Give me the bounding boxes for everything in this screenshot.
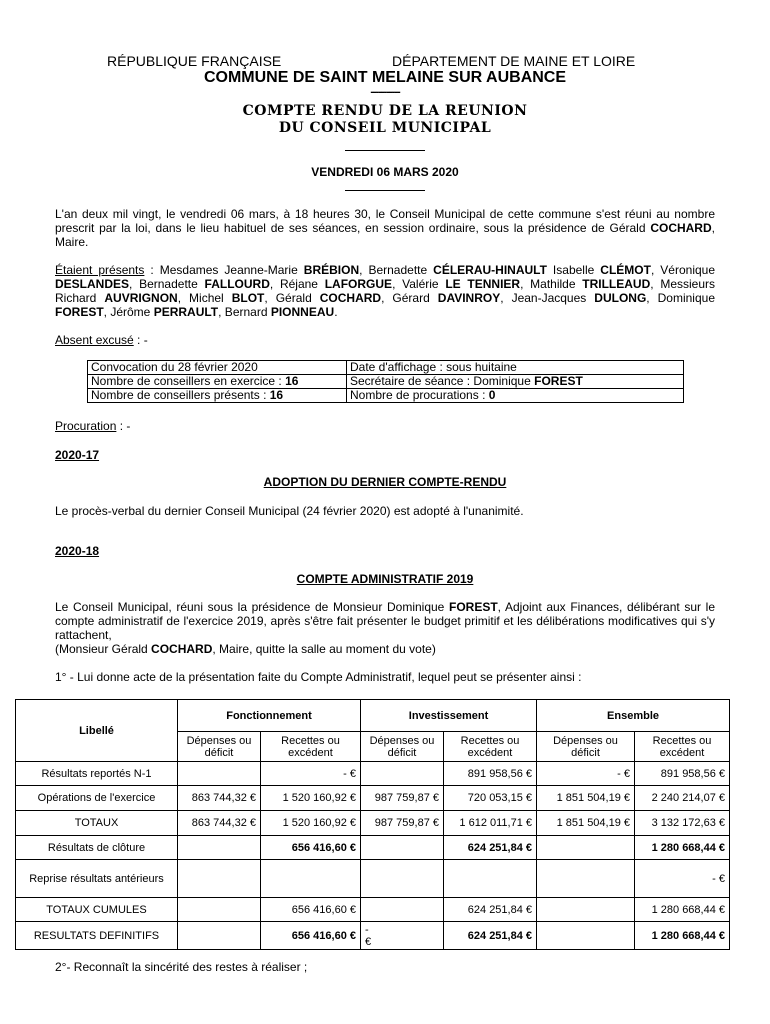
amount-cell: 624 251,84 € xyxy=(444,836,537,860)
presents-text: , Jérôme xyxy=(103,305,154,319)
table-row xyxy=(88,389,684,403)
presents-text: , Dominique xyxy=(646,291,715,305)
amount-cell: 863 744,32 € xyxy=(178,811,261,836)
amount-cell: 1 520 160,92 € xyxy=(261,786,361,811)
amount-cell xyxy=(261,860,361,898)
divider-line xyxy=(345,190,425,191)
table-row xyxy=(16,898,730,922)
amount-cell: 1 612 011,71 € xyxy=(444,811,537,836)
convocation-table xyxy=(87,360,684,403)
divider-line xyxy=(345,150,425,151)
absent-value: : - xyxy=(133,333,148,347)
paragraph-text: , Adjoint aux Finances, délibérant sur le compte administratif de l'exercice 2019, après s'être fait présenter le budget primitif et les délibérations modificatives qui s'y rattachent, xyxy=(55,600,715,642)
amount-cell xyxy=(537,836,635,860)
document-title xyxy=(0,103,770,137)
header-ensemble: Ensemble xyxy=(537,700,730,732)
cell-label: Secrétaire de séance : Dominique xyxy=(350,374,535,388)
conseillers-presents-cell xyxy=(88,389,347,403)
presents-text: , Véronique xyxy=(650,263,716,277)
amount-cell: 987 759,87 € xyxy=(361,786,444,811)
cell-value: 0 xyxy=(488,388,496,402)
table-header-row xyxy=(16,700,730,732)
presents-text: , Bernadette xyxy=(129,277,205,291)
conseillers-exercice-cell xyxy=(88,375,347,389)
presents-paragraph xyxy=(55,263,715,319)
table-row xyxy=(16,762,730,786)
procurations-cell xyxy=(347,389,684,403)
amount-cell xyxy=(444,860,537,898)
mayor-name: COCHARD xyxy=(151,642,213,656)
amount-cell xyxy=(178,898,261,922)
deliberation-text: Le procès-verbal du dernier Conseil Municipal (24 février 2020) est adopté à l'unanimité. xyxy=(55,504,524,518)
member-name: CÉLERAU-HINAULT xyxy=(433,263,547,277)
amount-cell xyxy=(361,836,444,860)
member-name: DAVINROY xyxy=(437,291,501,305)
row-label: Reprise résultats antérieurs xyxy=(16,860,178,898)
deliberation-title: COMPTE ADMINISTRATIF 2019 xyxy=(296,572,474,586)
paragraph-text: , Maire, quitte la salle au moment du vote) xyxy=(212,642,436,656)
amount-cell xyxy=(537,922,635,950)
presents-sep: : xyxy=(144,263,160,277)
row-label: Résultats reportés N-1 xyxy=(16,762,178,786)
presents-text: , Bernadette xyxy=(359,263,434,277)
amount-cell: 891 958,56 € xyxy=(635,762,730,786)
member-name: FALLOURD xyxy=(204,277,270,291)
subheader-recettes: Recettes ou excédent xyxy=(635,732,730,762)
header-departement: DÉPARTEMENT DE MAINE ET LOIRE xyxy=(392,53,636,69)
member-name: DULONG xyxy=(594,291,647,305)
amount-cell xyxy=(537,898,635,922)
amount-cell: 891 958,56 € xyxy=(444,762,537,786)
member-name: BRÉBION xyxy=(303,263,360,277)
amount-cell: 1 280 668,44 € xyxy=(635,836,730,860)
table-row xyxy=(16,836,730,860)
member-name: AUVRIGNON xyxy=(104,291,178,305)
amount-cell: - € xyxy=(361,922,444,950)
member-name: COCHARD xyxy=(319,291,382,305)
amount-cell xyxy=(178,762,261,786)
presents-text: , Gérald xyxy=(264,291,320,305)
amount-cell xyxy=(178,836,261,860)
secretaire-cell xyxy=(347,375,684,389)
amount-cell: 624 251,84 € xyxy=(444,898,537,922)
convocation-cell: Convocation du 28 février 2020 xyxy=(88,361,347,375)
amount-cell: 1 280 668,44 € xyxy=(635,898,730,922)
amount-cell xyxy=(361,898,444,922)
presents-text: , Valérie xyxy=(392,277,446,291)
cell-label: Nombre de procurations : xyxy=(350,388,489,402)
presents-text: Mesdames Jeanne-Marie xyxy=(159,263,304,277)
amount-cell: - € xyxy=(261,762,361,786)
cell-value: 16 xyxy=(285,374,299,388)
cell-value: 16 xyxy=(269,388,284,402)
presents-text: , Jean-Jacques xyxy=(500,291,595,305)
table-row xyxy=(16,811,730,836)
presents-text: , Mathilde xyxy=(520,277,583,291)
presents-text: . xyxy=(334,305,338,319)
procuration-label: Procuration xyxy=(55,419,117,433)
header-fonctionnement: Fonctionnement xyxy=(178,700,361,732)
amount-cell: 656 416,60 € xyxy=(261,898,361,922)
table-row xyxy=(88,375,684,389)
member-name: LE TENNIER xyxy=(445,277,521,291)
amount-cell: 624 251,84 € xyxy=(444,922,537,950)
header-republique: RÉPUBLIQUE FRANÇAISE xyxy=(107,53,282,69)
row-label: TOTAUX xyxy=(16,811,178,836)
header-investissement: Investissement xyxy=(361,700,537,732)
deliberation-number: 2020-17 xyxy=(55,448,100,462)
paragraph-text: Le Conseil Municipal, réuni sous la présidence de Monsieur Dominique xyxy=(55,600,449,614)
presents-text: Isabelle xyxy=(546,263,601,277)
amount-cell: 1 520 160,92 € xyxy=(261,811,361,836)
compte-administratif-table xyxy=(15,699,730,950)
procuration-line xyxy=(55,419,715,433)
subheader-recettes: Recettes ou excédent xyxy=(261,732,361,762)
paragraph-text: (Monsieur Gérald xyxy=(55,642,152,656)
amount-cell xyxy=(537,860,635,898)
member-name: PIONNEAU xyxy=(270,305,335,319)
amount-cell: 3 132 172,63 € xyxy=(635,811,730,836)
mayor-name: COCHARD xyxy=(650,221,712,235)
presents-text: , Réjane xyxy=(269,277,325,291)
member-name: FOREST xyxy=(55,305,104,319)
amount-cell: 1 280 668,44 € xyxy=(635,922,730,950)
amount-cell xyxy=(178,922,261,950)
amount-cell: 656 416,60 € xyxy=(261,922,361,950)
table-row xyxy=(16,860,730,898)
header-dashes: ----------- xyxy=(370,86,400,98)
deliberation-text xyxy=(55,600,715,642)
amount-cell: 2 240 214,07 € xyxy=(635,786,730,811)
absent-line xyxy=(55,333,715,347)
amount-cell: 987 759,87 € xyxy=(361,811,444,836)
amount-cell xyxy=(361,860,444,898)
amount-cell xyxy=(178,860,261,898)
subheader-depenses: Dépenses ou déficit xyxy=(178,732,261,762)
amount-cell: 720 053,15 € xyxy=(444,786,537,811)
amount-cell: 1 851 504,19 € xyxy=(537,786,635,811)
document-title-line1: COMPTE RENDU DE LA REUNION xyxy=(242,103,528,119)
adjoint-name: FOREST xyxy=(449,600,498,614)
member-name: BLOT xyxy=(231,291,265,305)
meeting-date: VENDREDI 06 MARS 2020 xyxy=(311,165,459,179)
amount-cell: 863 744,32 € xyxy=(178,786,261,811)
amount-cell xyxy=(361,762,444,786)
amount-cell: 1 851 504,19 € xyxy=(537,811,635,836)
member-name: LAFORGUE xyxy=(324,277,393,291)
amount-cell: - € xyxy=(537,762,635,786)
member-name: PERRAULT xyxy=(153,305,219,319)
header-libelle: Libellé xyxy=(16,700,178,762)
deliberation-title: ADOPTION DU DERNIER COMPTE-RENDU xyxy=(263,475,507,489)
row-label: RESULTATS DEFINITIFS xyxy=(16,922,178,950)
member-name: DESLANDES xyxy=(55,277,130,291)
row-label: Opérations de l'exercice xyxy=(16,786,178,811)
cell-label: Nombre de conseillers présents : xyxy=(91,388,270,402)
absent-label: Absent excusé xyxy=(55,333,134,347)
presents-text: , Michel xyxy=(177,291,232,305)
intro-text: L'an deux mil vingt, le vendredi 06 mars, à 18 heures 30, le Conseil Municipal de cette commune s'est réuni au nombre prescrit par la loi, dans le lieu habituel de ses séances, en session ordinaire, sous la présidence de Gérald xyxy=(55,207,715,235)
table-row xyxy=(88,361,684,375)
table-row xyxy=(16,922,730,950)
presents-text: , Messieurs Richard xyxy=(55,277,716,305)
intro-suffix: , Maire. xyxy=(55,221,715,249)
subheader-depenses: Dépenses ou déficit xyxy=(537,732,635,762)
cell-label: Nombre de conseillers en exercice : xyxy=(91,374,286,388)
deliberation-point-1: 1° - Lui donne acte de la présentation faite du Compte Administratif, lequel peut se présenter ainsi : xyxy=(55,670,582,684)
presents-text: , Gérard xyxy=(381,291,438,305)
amount-cell: 656 416,60 € xyxy=(261,836,361,860)
commune-title: COMMUNE DE SAINT MELAINE SUR AUBANCE xyxy=(203,69,567,86)
subheader-recettes: Recettes ou excédent xyxy=(444,732,537,762)
presents-text: , Bernard xyxy=(218,305,271,319)
member-name: CLÉMOT xyxy=(600,263,651,277)
amount-cell: - € xyxy=(635,860,730,898)
subheader-depenses: Dépenses ou déficit xyxy=(361,732,444,762)
cell-value: FOREST xyxy=(534,374,583,388)
affichage-cell: Date d'affichage : sous huitaine xyxy=(347,361,684,375)
table-row xyxy=(16,786,730,811)
intro-paragraph xyxy=(55,207,715,249)
presents-label: Étaient présents xyxy=(55,263,145,277)
member-name: TRILLEAUD xyxy=(582,277,651,291)
deliberation-number: 2020-18 xyxy=(55,544,100,558)
deliberation-point-2: 2°- Reconnaît la sincérité des restes à réaliser ; xyxy=(55,960,308,974)
document-title-line2: DU CONSEIL MUNICIPAL xyxy=(278,120,492,136)
deliberation-note xyxy=(55,642,715,656)
row-label: TOTAUX CUMULES xyxy=(16,898,178,922)
procuration-value: : - xyxy=(116,419,131,433)
row-label: Résultats de clôture xyxy=(16,836,178,860)
